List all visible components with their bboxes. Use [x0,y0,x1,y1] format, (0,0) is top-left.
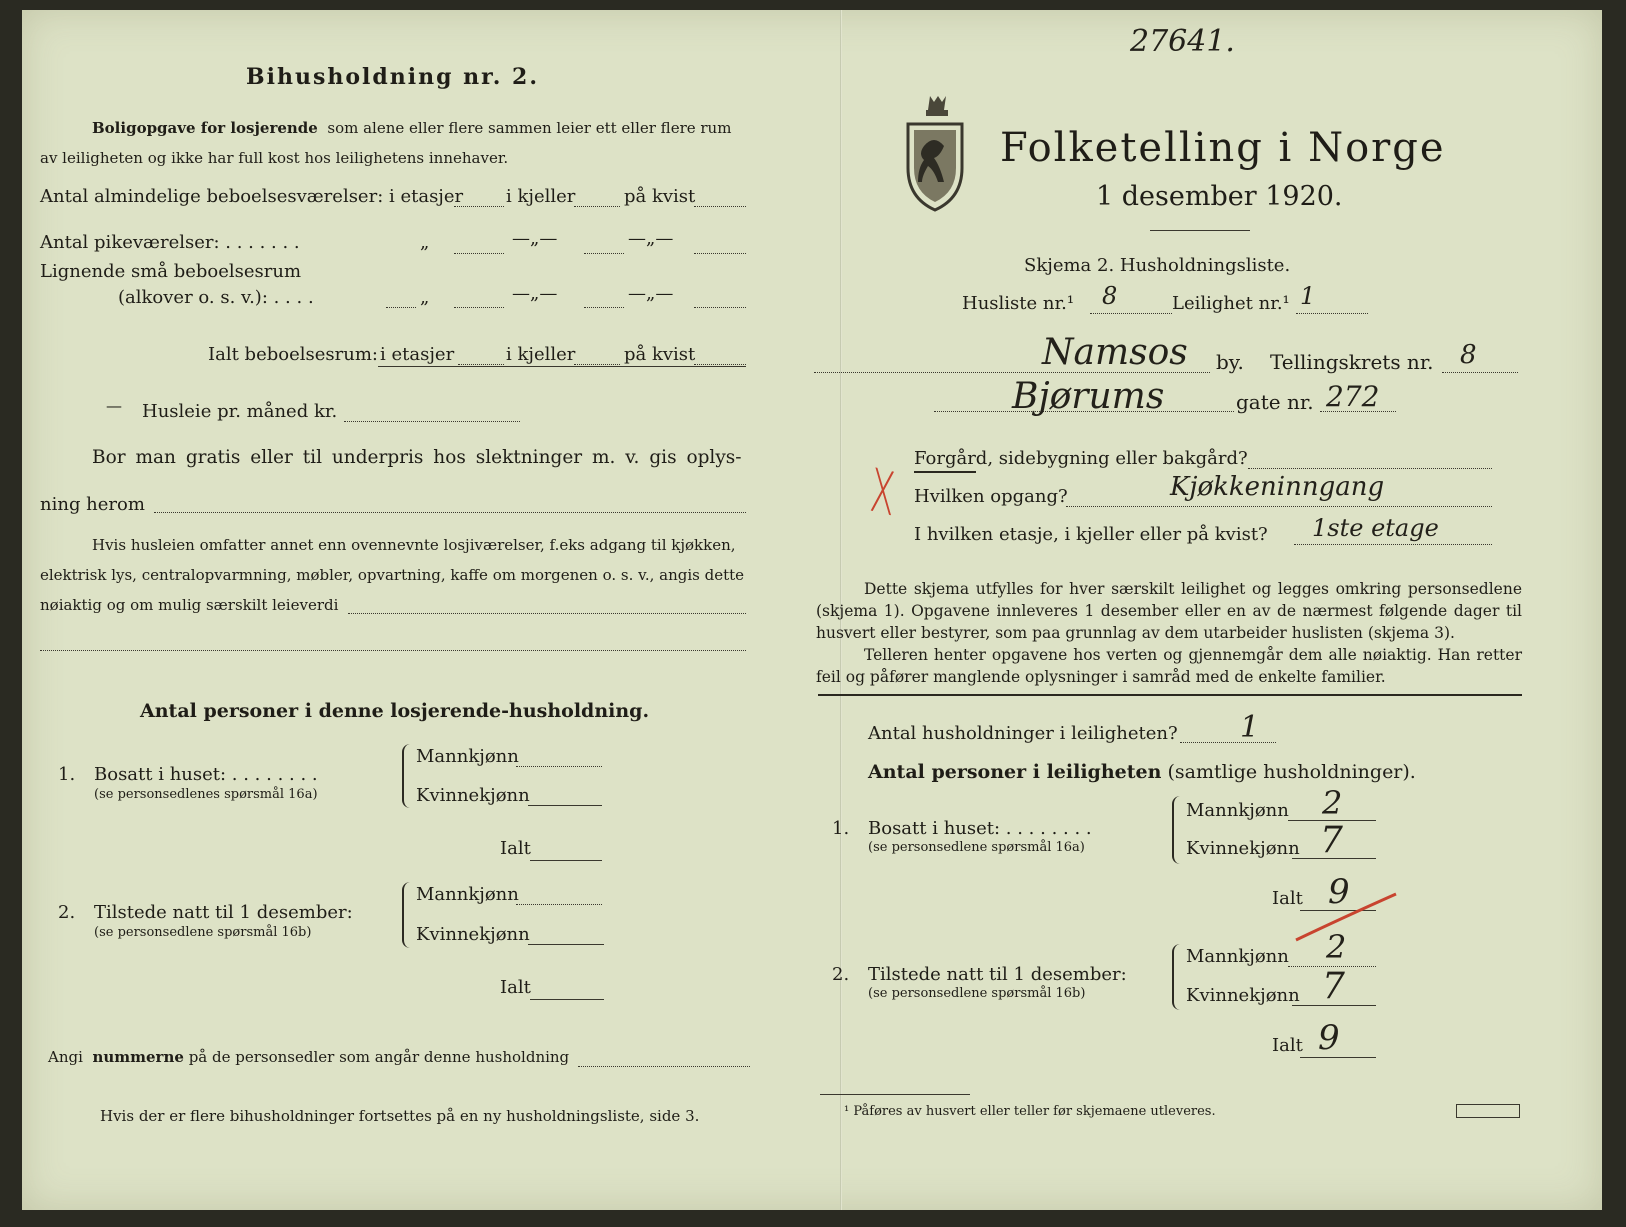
leilighet-label: Leilighet nr.¹ [1172,293,1290,314]
antal-alm-label: Antal almindelige beboelsesværelser: i etasjer [40,186,464,207]
pikev-ditto-2: —„— [512,228,558,249]
lq2-brace [402,882,410,948]
rq1-mann-label: Mannkjønn [1186,800,1289,821]
pikev-ditto-3: —„— [628,228,674,249]
antal-personer-heading: Antal personer i denne losjerende-husholdning. [140,700,650,722]
rq2-num: 2. [832,964,850,985]
lq2-ialt-label: Ialt [500,977,531,998]
lignende-label-2: (alkover o. s. v.): . . . . [118,287,314,308]
ialt-beb-label: Ialt beboelsesrum: [208,344,378,365]
lq1-num: 1. [58,764,76,785]
intro-line-2: av leiligheten og ikke har full kost hos leilighetens innehaver. [40,149,509,167]
alm-etasjer-field[interactable] [454,206,504,207]
red-correction-stroke-icon [1292,888,1402,948]
leilighet-field[interactable] [1296,313,1368,314]
ialt-beb-underline [378,366,746,367]
pikev-label: Antal pikeværelser: . . . . . . . [40,232,300,253]
tellingskrets-value: 8 [1460,340,1477,370]
antal-hush-field[interactable] [1180,742,1276,743]
etasje-value: 1ste etage [1312,514,1439,542]
rq2-kvinne-label: Kvinnekjønn [1186,985,1300,1006]
rq1-kvinne-value: 7 [1320,820,1343,861]
rq2-mann-value: 2 [1326,928,1347,966]
lq2-mann-label: Mannkjønn [416,884,519,905]
lq2-ialt-field[interactable] [530,999,604,1000]
gate-value: Bjørums [1012,376,1165,417]
rq1-num: 1. [832,818,850,839]
ialt-kjeller-field[interactable] [574,364,620,365]
left-title: Bihusholdning nr. 2. [246,64,539,90]
footnote: ¹ Påføres av husvert eller teller før skjemaene utleveres. [844,1104,1216,1119]
ialt-kvist-label: på kvist [624,344,696,365]
husliste-value: 8 [1102,282,1118,310]
leilighet-value: 1 [1300,282,1316,310]
rq1-label: Bosatt i huset: . . . . . . . . [868,818,1092,839]
rq1-sub: (se personsedlene spørsmål 16a) [868,840,1085,855]
rq2-sub: (se personsedlene spørsmål 16b) [868,986,1086,1001]
lignende-ditto-2: —„— [512,283,558,304]
rq1-ialt-value: 9 [1328,872,1350,912]
ialt-kjeller-label: i kjeller [506,344,576,365]
lq2-sub: (se personsedlene spørsmål 16b) [94,925,312,940]
lq1-mann-label: Mannkjønn [416,746,519,767]
left-footer: Hvis der er flere bihusholdninger fortsettes på en ny husholdningsliste, side 3. [100,1107,700,1125]
pikev-etasjer-field[interactable] [454,253,504,254]
lignende-ditto: „ [420,287,430,308]
hvis-line-2: elektrisk lys, centralopvarmning, møbler, opvartning, kaffe om morgenen o. s. v., angis dette [40,566,745,584]
footnote-rule [820,1094,970,1095]
right-date: 1 desember 1920. [1096,181,1343,212]
tellingskrets-field[interactable] [1442,372,1518,373]
alm-kjeller-label: i kjeller [506,186,576,207]
lignende-label-1: Lignende små beboelsesrum [40,261,302,282]
opgang-value: Kjøkkeninngang [1170,472,1385,502]
etasje-field[interactable] [1294,544,1492,545]
opgang-label: Hvilken opgang? [914,486,1068,507]
pikev-ditto: „ [420,232,430,253]
right-title: Folketelling i Norge [1000,125,1446,171]
bor-field[interactable] [154,512,746,513]
rq2-label: Tilstede natt til 1 desember: [868,964,1127,985]
hvis-line-3: nøiaktig og om mulig særskilt leieverdi [40,596,339,614]
ialt-kvist-field[interactable] [694,364,746,365]
pikev-kjeller-field[interactable] [584,253,624,254]
lignende-kvist-field[interactable] [694,307,746,308]
stamp-number: 27641. [1130,24,1235,59]
husleie-label: Husleie pr. måned kr. [142,401,338,422]
printer-mark [1456,1104,1520,1118]
rq2-ialt-label: Ialt [1272,1035,1303,1056]
husleie-dash: — [106,396,122,415]
forgard-field[interactable] [1248,468,1492,469]
lq1-ialt-field[interactable] [530,860,602,861]
lq1-mann-field[interactable] [516,766,602,767]
alm-kvist-label: på kvist [624,186,696,207]
lq1-kvinne-label: Kvinnekjønn [416,785,530,806]
lq1-sub: (se personsedlenes spørsmål 16a) [94,787,318,802]
gate-nr-value: 272 [1326,380,1380,413]
antal-hush-value: 1 [1240,710,1260,745]
lq2-mann-field[interactable] [516,904,602,905]
rq2-brace [1172,944,1180,1010]
rq2-kvinne-value: 7 [1322,966,1345,1007]
rq1-ialt-label: Ialt [1272,888,1303,909]
note-para-1: Dette skjema utfylles for hver særskilt leilighet og legges omkring personsedlene (skjema 1). Opgavene innleveres 1 desember eller en av de nærmest følgende dager til husvert eller bestyrer, som paa grunnlag av dem utarbeider huslisten (skjema 3). [816,580,1522,642]
census-form-sheet [22,10,1602,1210]
lq2-kvinne-field[interactable] [528,944,604,945]
lignende-ditto-3: —„— [628,283,674,304]
intro-line-1: Boligopgave for losjerende som alene eller flere sammen leier ett eller flere rum [92,119,732,137]
lq2-label: Tilstede natt til 1 desember: [94,902,353,923]
husleie-field[interactable] [344,421,520,422]
etasje-label: I hvilken etasje, i kjeller eller på kvist? [914,524,1268,545]
by-value: Namsos [1042,332,1188,373]
lq2-kvinne-label: Kvinnekjønn [416,924,530,945]
angi-field[interactable] [578,1066,750,1067]
lignende-kjeller-field[interactable] [584,307,624,308]
lq1-ialt-label: Ialt [500,838,531,859]
rq1-kvinne-label: Kvinnekjønn [1186,838,1300,859]
tellingskrets-label: Tellingskrets nr. [1270,350,1434,374]
red-check-mark: X [867,455,898,531]
alm-kvist-field[interactable] [694,206,746,207]
skjema-label: Skjema 2. Husholdningsliste. [1024,255,1291,276]
note-rule [818,694,1522,696]
lq1-kvinne-field[interactable] [528,805,602,806]
lq1-brace [402,744,410,808]
lignende-etasjer-field[interactable] [454,307,504,308]
husliste-field[interactable] [1090,313,1172,314]
rq2-ialt-value: 9 [1318,1018,1340,1058]
antal-pers-line: Antal personer i leiligheten (samtlige husholdninger). [868,761,1416,783]
alm-kjeller-field[interactable] [574,206,620,207]
hvis-line-1: Hvis husleien omfatter annet enn ovennevnte losjiværelser, f.eks adgang til kjøkken, [92,536,736,554]
rq1-mann-value: 2 [1322,784,1343,822]
antal-hush-label: Antal husholdninger i leiligheten? [868,723,1178,744]
opgang-field[interactable] [1066,506,1492,507]
rq2-mann-label: Mannkjønn [1186,946,1289,967]
bor-line-1: Bor man gratis eller til underpris hos slektninger m. v. gis oplys- [92,447,742,468]
bor-line-2: ning herom [40,494,145,515]
leieverdi-field[interactable] [348,613,746,614]
lq1-label: Bosatt i huset: . . . . . . . . [94,764,318,785]
ialt-etasjer-label: i etasjer [380,344,455,365]
title-rule [1150,230,1250,231]
rq1-brace [1172,796,1180,864]
lq2-num: 2. [58,902,76,923]
gate-label: gate nr. [1236,390,1314,414]
forgard-underline [914,471,976,473]
coat-of-arms-icon [902,94,968,212]
forgard-label: Forgård, sidebygning eller bakgård? [914,448,1248,469]
note-para-2: Telleren henter opgavene hos verten og gjennemgår dem alle nøiaktig. Han retter feil og påfører manglende oplysninger i samråd med de enkelte familier. [816,646,1522,686]
husliste-label: Husliste nr.¹ [962,293,1075,314]
angi-line: Angi nummerne på de personsedler som angår denne husholdning [48,1048,570,1066]
by-label: by. [1216,350,1244,374]
pikev-kvist-field[interactable] [694,253,746,254]
lignende-lead-field[interactable] [386,307,416,308]
ialt-etasjer-field[interactable] [458,364,504,365]
leieverdi-field-2[interactable] [40,650,746,651]
